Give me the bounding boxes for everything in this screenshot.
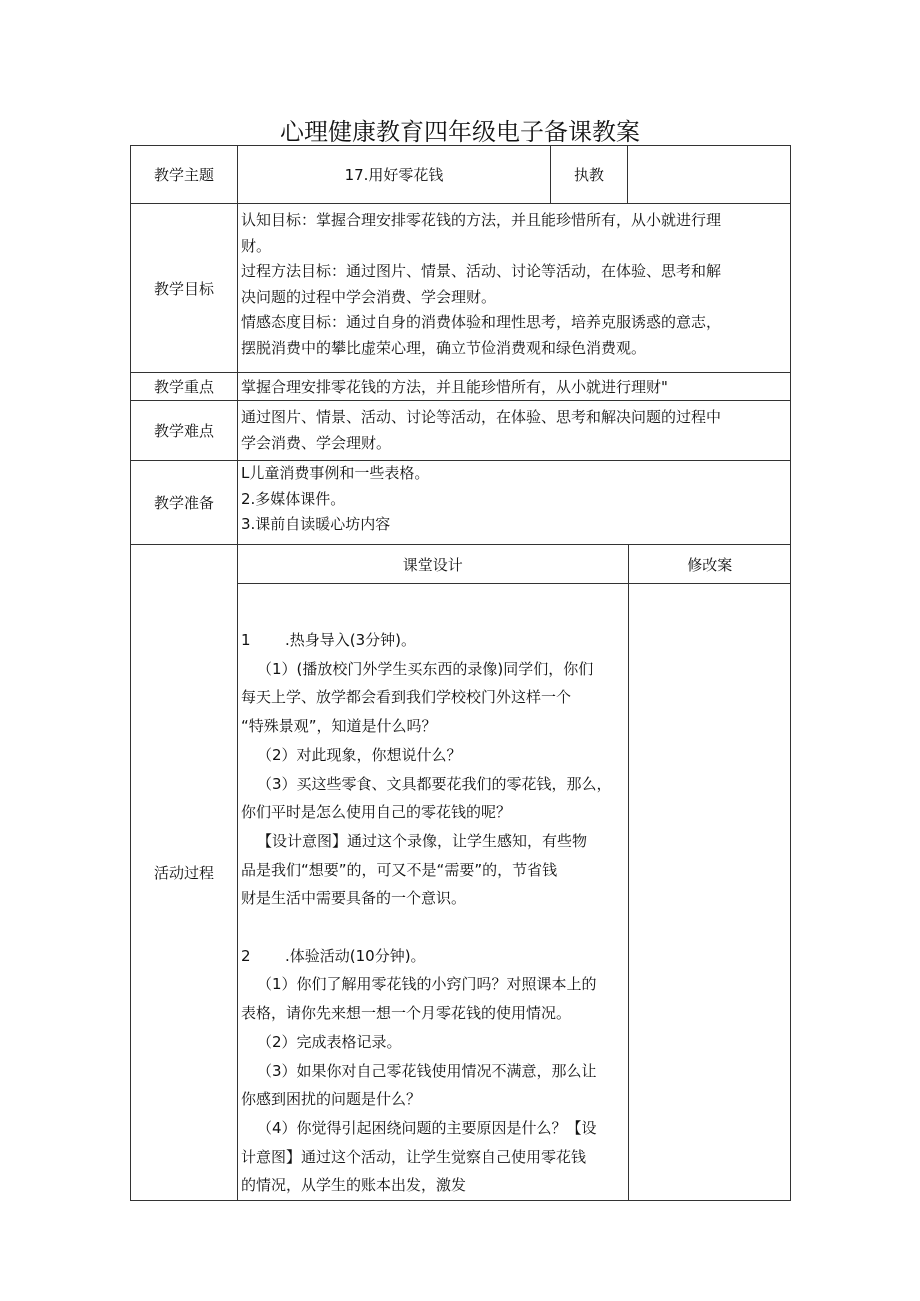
goals-label: 教学目标 [131,204,238,373]
preparation-line: 2.多媒体课件。 [241,489,346,508]
section1-number: 1 [241,631,251,649]
difficulty-label: 教学难点 [131,401,238,461]
topic-label: 教学主题 [131,146,238,204]
key-point-text: 掌握合理安排零花钱的方法，并且能珍惜所有，从小就进行理财" [238,373,791,401]
section2-line: 计意图】通过这个活动，让学生觉察自己使用零花钱 [241,1147,587,1166]
section2-line: 的情况，从学生的账本出发，激发 [241,1176,467,1195]
goals-line: 摆脱消费中的攀比虚荣心理，确立节俭消费观和绿色消费观。 [241,338,647,357]
topic-row [131,146,791,204]
key-point-row [131,373,791,401]
difficulty-line: 学会消费、学会理财。 [241,433,392,452]
goals-line: 过程方法目标：通过图片、情景、活动、讨论等活动，在体验、思考和解 [241,262,722,280]
goals-line: 情感态度目标：通过自身的消费体验和理性思考，培养克服诱惑的意志， [241,313,722,331]
revision-content [628,584,791,1201]
goals-text [238,204,791,373]
goals-line: 决问题的过程中学会消费、学会理财。 [241,287,497,306]
goals-line: 认知目标：掌握合理安排零花钱的方法，并且能珍惜所有，从小就进行理 [241,211,722,229]
teacher-label: 执教 [551,146,628,204]
goals-row [131,204,791,373]
preparation-line: 3.课前自读暖心坊内容 [241,515,391,533]
section2-line: （3）如果你对自己零花钱使用情况不满意，那么让 [257,1061,597,1080]
topic-value: 17.用好零花钱 [238,146,551,204]
revision-header: 修改案 [628,545,791,584]
process-header-row [238,545,791,584]
lesson-plan-table [130,145,791,1201]
difficulty-text [238,401,791,461]
section1-line: 你们平时是怎么使用自己的零花钱的呢？ [241,803,512,822]
design-content [238,584,628,1201]
section2-line: （2）完成表格记录。 [257,1032,402,1051]
section2-line: （4）你觉得引起困绕问题的主要原因是什么？【设 [257,1118,597,1137]
section1-line: 每天上学、放学都会看到我们学校校门外这样一个 [241,688,572,707]
section1-title: .热身导入(3分钟)。 [285,631,417,649]
design-header: 课堂设计 [238,545,628,584]
process-content [238,545,791,1201]
preparation-text [238,461,791,545]
section1-line: （1）(播放校门外学生买东西的录像)同学们，你们 [257,659,594,678]
process-body-row [238,584,791,1201]
section2-heading [241,942,624,971]
section2-title: .体验活动(10分钟)。 [285,946,426,965]
section1-line: （3）买这些零食、文具都要花我们的零花钱，那么， [257,774,612,793]
teacher-value [628,146,791,204]
preparation-row [131,461,791,545]
process-row [131,545,791,1201]
section1-line: “特殊景观”，知道是什么吗？ [241,717,437,736]
goals-line: 财。 [241,236,272,255]
section1-heading [241,626,624,655]
page-title: 心理健康教育四年级电子备课教案 [280,118,640,146]
preparation-line: L儿童消费事例和一些表格。 [241,464,430,482]
process-inner-table [238,545,791,1200]
key-point-label: 教学重点 [131,373,238,401]
difficulty-line: 通过图片、情景、活动、讨论等活动，在体验、思考和解决问题的过程中 [241,408,722,426]
section1-line: 品是我们“想要”的，可又不是“需要”的，节省钱 [241,860,558,879]
section2-number: 2 [241,946,251,965]
section2-line: （1）你们了解用零花钱的小窍门吗？对照课本上的 [257,975,597,994]
section1-line: （2）对此现象，你想说什么？ [257,745,462,764]
section1-line: 【设计意图】通过这个录像，让学生感知，有些物 [257,831,588,850]
difficulty-row [131,401,791,461]
section1-line: 财是生活中需要具备的一个意识。 [241,889,467,908]
preparation-label: 教学准备 [131,461,238,545]
section2-line: 表格，请你先来想一想一个月零花钱的使用情况。 [241,1004,572,1023]
process-label: 活动过程 [131,545,238,1201]
section2-line: 你感到困扰的问题是什么？ [241,1090,422,1109]
